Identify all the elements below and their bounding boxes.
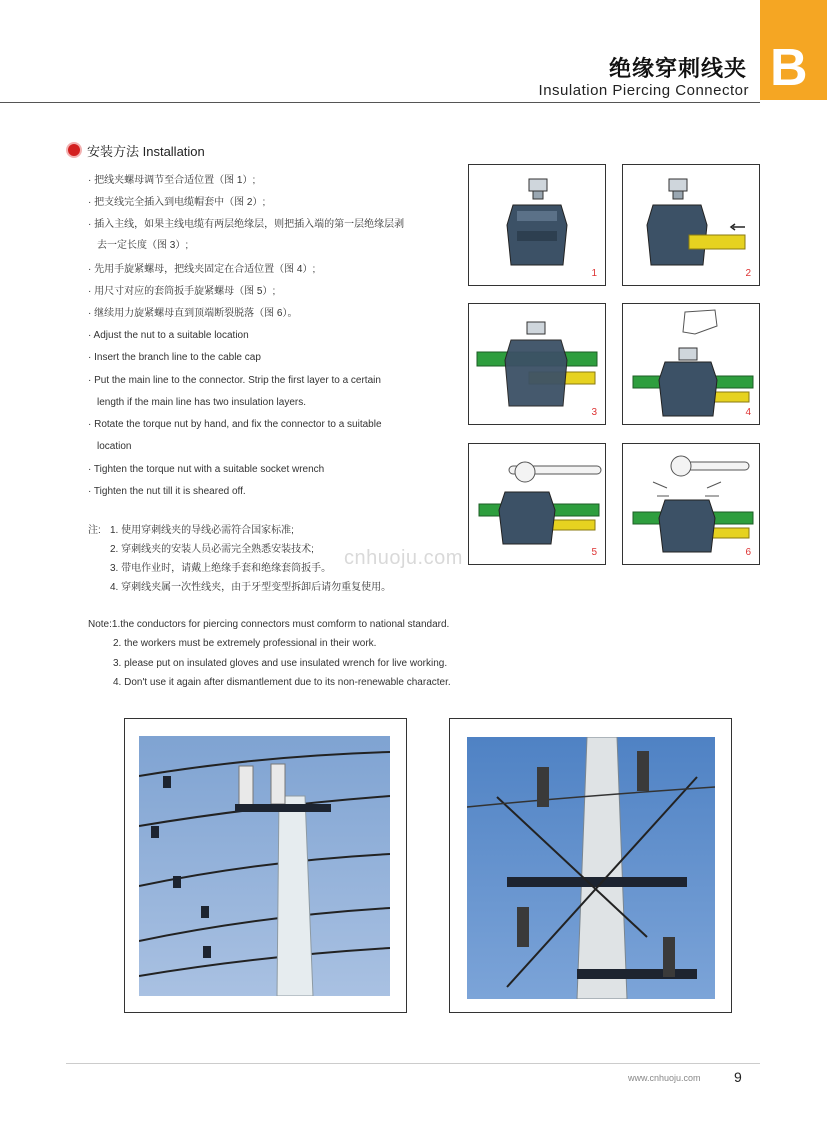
power-pole-illustration bbox=[467, 737, 715, 999]
header-title-cn: 绝缘穿刺线夹 bbox=[608, 57, 747, 82]
figure-number: 5 bbox=[591, 547, 597, 558]
figure-5 bbox=[468, 443, 606, 565]
connector-illustration bbox=[469, 165, 605, 285]
figure-1 bbox=[468, 164, 606, 286]
figure-number: 3 bbox=[591, 407, 597, 418]
section-bullet-icon bbox=[66, 142, 82, 158]
step-item: · Tighten the nut till it is sheared off. bbox=[88, 486, 246, 497]
step-item: · 插入主线，如果主线电缆有两层绝缘层，则把插入端的第一层绝缘层剥 bbox=[88, 219, 405, 230]
step-item: · Insert the branch line to the cable cap bbox=[88, 352, 261, 363]
figure-number: 2 bbox=[745, 268, 751, 279]
section-badge-letter: B bbox=[770, 39, 808, 97]
photo-frame-left bbox=[124, 718, 407, 1013]
step-item: · Tighten the torque nut with a suitable socket wrench bbox=[88, 464, 325, 475]
step-item: 去一定长度（图 3）; bbox=[97, 240, 189, 251]
page-number: 9 bbox=[734, 1069, 742, 1085]
step-item: · Adjust the nut to a suitable location bbox=[88, 330, 249, 341]
step-item: · 把线夹螺母调节至合适位置（图 1）; bbox=[88, 175, 256, 186]
note-en-item: 3. please put on insulated gloves and use insulated wrench for live working. bbox=[113, 658, 448, 669]
figure-number: 6 bbox=[745, 547, 751, 558]
note-cn-item: 4. 穿刺线夹属一次性线夹，由于牙型变型拆卸后请勿重复使用。 bbox=[110, 582, 392, 593]
figure-2 bbox=[622, 164, 760, 286]
photo-power-pole-right bbox=[467, 737, 715, 999]
header-divider bbox=[0, 102, 760, 103]
step-item: · 继续用力旋紧螺母直到顶端断裂脱落（图 6）。 bbox=[88, 308, 298, 319]
step-item: · Rotate the torque nut by hand, and fix the connector to a suitable bbox=[88, 419, 382, 430]
note-en-item: 4. Don't use it again after dismantlement due to its non-renewable character. bbox=[113, 677, 451, 688]
note-en-item: Note:1.the conductors for piercing connectors must comform to national standard. bbox=[88, 619, 450, 630]
connector-illustration bbox=[623, 304, 759, 424]
footer-url[interactable]: www.cnhuoju.com bbox=[628, 1073, 701, 1083]
note-en-item: 2. the workers must be extremely professional in their work. bbox=[113, 638, 377, 649]
connector-illustration bbox=[469, 444, 605, 564]
photo-frame-right bbox=[449, 718, 732, 1013]
step-item: · Put the main line to the connector. Strip the first layer to a certain bbox=[88, 375, 381, 386]
step-item: location bbox=[97, 441, 132, 452]
header-title-en: Insulation Piercing Connector bbox=[538, 82, 749, 99]
connector-illustration bbox=[623, 444, 759, 564]
figure-number: 4 bbox=[745, 407, 751, 418]
step-item: · 把支线完全插入到电缆帽套中（图 2）; bbox=[88, 197, 266, 208]
footer-divider bbox=[66, 1063, 760, 1064]
step-item: · 用尺寸对应的套筒扳手旋紧螺母（图 5）; bbox=[88, 286, 276, 297]
figure-4 bbox=[622, 303, 760, 425]
connector-illustration bbox=[623, 165, 759, 285]
photo-power-pole-left bbox=[139, 736, 390, 996]
section-badge bbox=[760, 0, 827, 100]
figure-3 bbox=[468, 303, 606, 425]
watermark: cnhuoju.com bbox=[344, 547, 463, 569]
note-cn-item: 3. 带电作业时，请戴上绝缘手套和绝缘套筒扳手。 bbox=[110, 563, 332, 574]
step-item: · 先用手旋紧螺母，把线夹固定在合适位置（图 4）; bbox=[88, 264, 316, 275]
note-cn-item: 1. 使用穿刺线夹的导线必需符合国家标准; bbox=[110, 525, 294, 536]
step-item: length if the main line has two insulation layers. bbox=[97, 397, 307, 408]
section-title: 安装方法 Installation bbox=[87, 144, 205, 159]
figure-number: 1 bbox=[591, 268, 597, 279]
power-pole-illustration bbox=[139, 736, 390, 996]
connector-illustration bbox=[469, 304, 605, 424]
notes-cn-label: 注: bbox=[88, 525, 101, 536]
note-cn-item: 2. 穿刺线夹的安装人员必需完全熟悉安装技术; bbox=[110, 544, 314, 555]
figure-6 bbox=[622, 443, 760, 565]
